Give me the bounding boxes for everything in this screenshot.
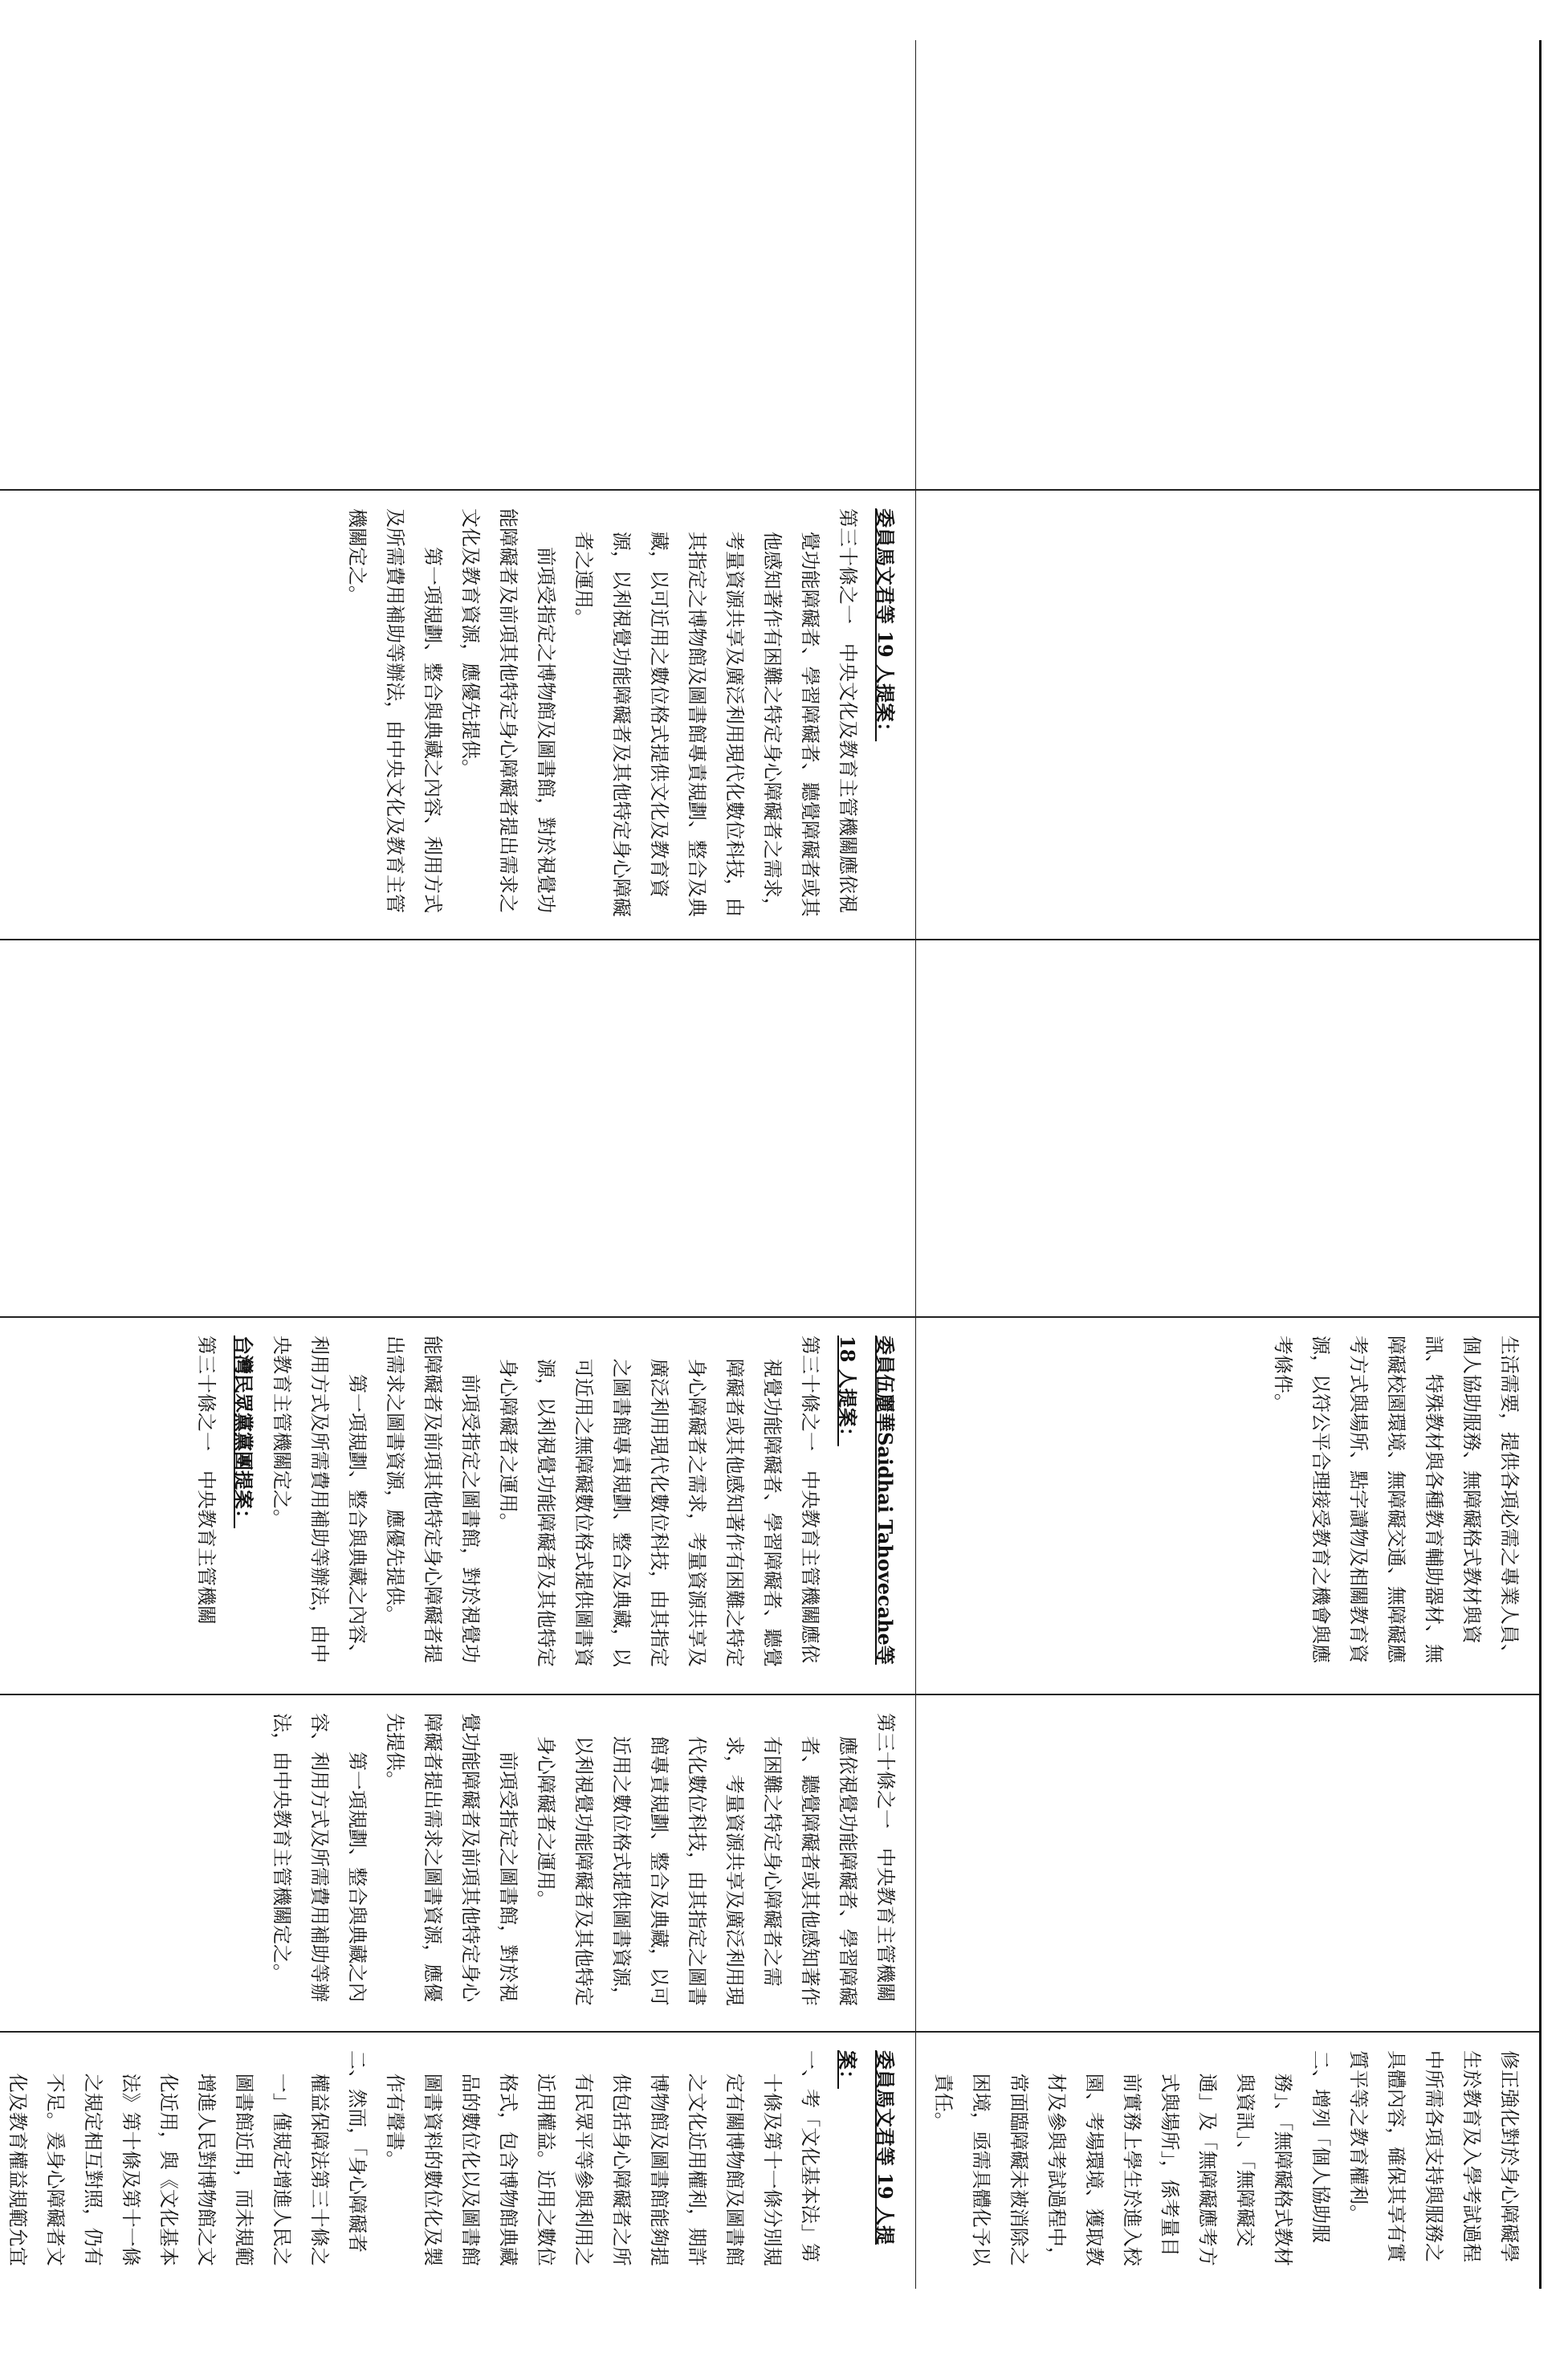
upper-col6-paragraph-2: 二、增列「個人協助服務」、「無障礙格式教材與資訊」、「無障礙交通」及「無障礙應考方式與場所」，係考量目前實務上學生於進入校園、考場環境、獲取教材及參與考試過程中，常面臨障礙未被消除之困境，亟需具體化予以責任。 [932, 2050, 1332, 2266]
cell-upper-col6 [916, 2032, 1541, 2289]
explanation-ma-point-1: 一、考「文化基本法」第十條及第十一條分別規定有關博物館及圖書館之文化近用權利，期許博物館及圖書館能夠提供包括身心障礙者之所有民眾平等參與利用之近用權益。近用之數位格式，包含博物館典藏品的數位化以及圖書館圖書資料的數位化及製作有聲書。 [384, 2050, 821, 2266]
article-30-1-ma-para-3: 第一項規劃、整合與典藏之內容、利用方式及所需費用補助等辦法，由中央文化及教育主管機關定之。 [346, 508, 444, 913]
current-article-30-1-para-1: 第三十條之一 中央教育主管機關應依視覺功能障礙者、學習障礙者、聽覺障礙者或其他感知著作有困難之特定身心障礙者之需求，考量資源共享及廣泛利用現代化數位科技，由其指定之圖書館專責規劃、整合及典藏，以可近用之數位格式提供圖書資源，以利視覺功能障礙者及其他特定身心障礙者之運用。 [535, 1713, 897, 2006]
cell-lower-col4 [0, 1317, 916, 1694]
cell-upper-col5 [916, 1694, 1541, 2032]
article-30-1-wu-para-1: 第三十條之一 中央教育主管機關應依視覺功能障礙者、學習障礙者、聽覺障礙者或其他感知著作有困難之特定身心障礙者之需求，考量資源共享及廣泛利用現代化數位科技，由其指定之圖書館專責規劃、整合及典藏，以可近用之無障礙數位格式提供圖書資源，以利視覺功能障礙者及其他特定身心障礙者之運用。 [497, 1336, 821, 1667]
comparison-table [0, 40, 1542, 2289]
proposal-heading-tpp-caucus: 台灣民眾黨黨團提案： [232, 1336, 255, 1528]
current-article-30-1-para-3: 第一項規劃、整合與典藏之內容、利用方式及所需費用補助等辦法，由中央教育主管機關定之。 [271, 1713, 369, 2002]
rotated-comparison-table-wrapper [6, 40, 1542, 2289]
proposal-heading-ma-wenjun: 委員馬文君等 19 人提案： [874, 508, 897, 742]
article-30-1-ma-para-1: 第三十條之一 中央文化及教育主管機關應依視覺功能障礙者、學習障礙者、聽覺障礙者或其他感知著作有困難之特定身心障礙者之需求，考量資源共享及廣泛利用現代化數位科技，由其指定之博物館及圖書館專責規劃、整合及典藏，以可近用之數位格式提供文化及教育資源，以利視覺功能障礙者及其他特定身心障礙者之運用。 [572, 508, 859, 917]
cell-lower-col2 [0, 490, 916, 940]
table-row-lower [0, 40, 916, 2289]
article-30-1-wu-para-2: 前項受指定之圖書館，對於視覺功能障礙者及前項其他特定身心障礙者提出需求之圖書資源，應優先提供。 [384, 1336, 482, 1663]
proposal-heading-wu-lihua: 委員伍麗華Saidhai Tahovecahe等 18 人提案： [836, 1336, 897, 1665]
article-30-1-ma-para-2: 前項受指定之博物館及圖書館，對於視覺功能障礙者及前項其他特定身心障礙者提出需求之文化及教育資源，應優先提供。 [459, 508, 557, 913]
cell-upper-col2 [916, 490, 1541, 940]
cell-lower-col1 [0, 40, 916, 490]
explanation-heading-ma-wenjun: 委員馬文君等 19 人提案： [836, 2050, 897, 2245]
cell-lower-col6 [0, 2032, 916, 2289]
cell-upper-col1 [916, 40, 1541, 490]
cell-lower-col5 [0, 1694, 916, 2032]
explanation-ma-point-2: 二、然而，「身心障礙者權益保障法第三十條之一」僅規定增進人民之圖書館近用，而未規範增進人民對博物館之文化近用，與《文化基本法》第十條及第十一條之規定相互對照，仍有不足。爰身心障礙者文化及教育權益規範允宜 [6, 2050, 369, 2266]
upper-col6-paragraph-1: 修正強化對於身心障礙學生於教育及入學考試過程中所需各項支持與服務之具體內容，確保其享有實質平等之教育權利。 [1347, 2050, 1521, 2262]
current-article-30-1-para-2: 前項受指定之圖書館，對於視覺功能障礙者及前項其他特定身心障礙者提出需求之圖書資源，應優先提供。 [384, 1713, 519, 2002]
upper-col4-paragraph-1: 生活需要，提供各項必需之專業人員、個人協助服務、無障礙格式教材與資訊、特殊教材與各種教育輔助器材、無障礙校園環境、無障礙交通、無障礙應考方式與場所、點字讀物及相關教育資源，以符公平合理接受教育之機會與應考條件。 [1272, 1336, 1521, 1663]
cell-lower-col3 [0, 940, 916, 1317]
article-30-1-wu-para-3: 第一項規劃、整合與典藏之內容、利用方式及所需費用補助等辦法，由中央教育主管機關定之。 [271, 1336, 369, 1663]
cell-upper-col4 [916, 1317, 1541, 1694]
article-30-1-tpp-para-1: 第三十條之一 中央教育主管機關 [195, 1336, 218, 1625]
table-row-upper [916, 40, 1541, 2289]
cell-upper-col3 [916, 940, 1541, 1317]
